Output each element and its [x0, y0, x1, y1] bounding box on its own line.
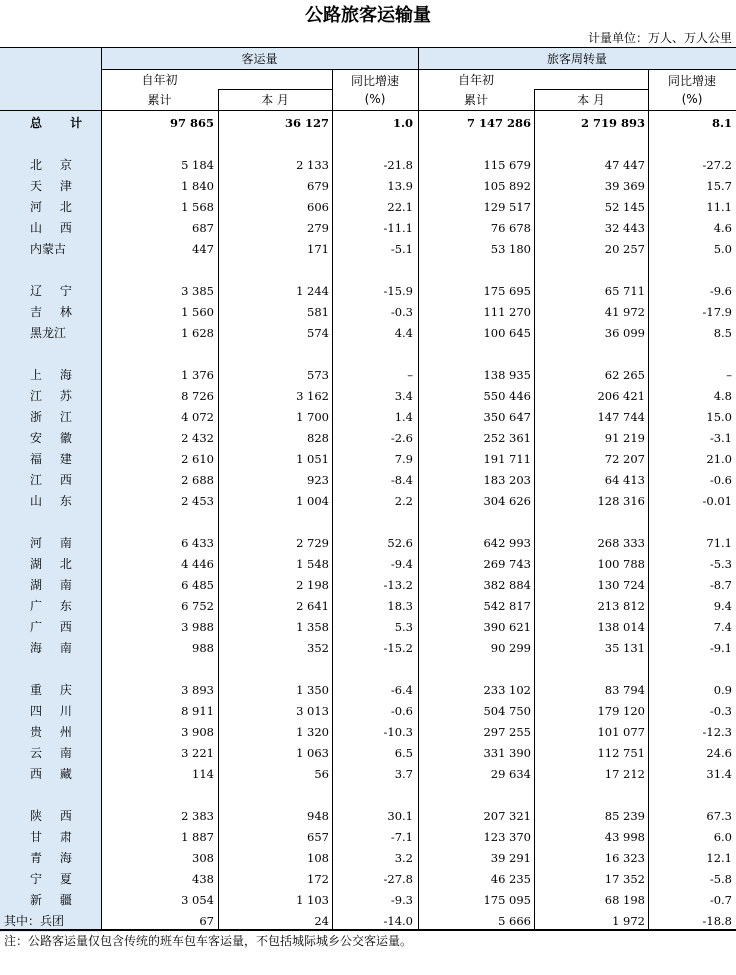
cell-value: 20 257: [604, 242, 645, 256]
cell-value: 76 678: [490, 221, 531, 235]
row-label: 其中：兵团: [0, 911, 101, 932]
table-row: [0, 281, 736, 302]
cell-value: 2 729: [296, 536, 329, 550]
table-row: [0, 575, 736, 596]
table-row: [0, 869, 736, 890]
cell-value: 71.1: [706, 536, 732, 550]
cell-value: 64 413: [604, 473, 645, 487]
cell-value: 550 446: [483, 389, 531, 403]
cell-value: 39 369: [604, 179, 645, 193]
table-row: [0, 365, 736, 386]
row-label: 甘 肃: [0, 827, 101, 848]
cell-value: 1 063: [296, 746, 329, 760]
cell-value: -0.01: [702, 494, 732, 508]
cell-value: 11.1: [706, 200, 732, 214]
footnote: 注：公路客运量仅包含传统的班车包车客运量，不包括城际城乡公交客运量。: [4, 934, 413, 948]
cell-value: 46 235: [490, 872, 531, 886]
table-row: [0, 386, 736, 407]
header-month-2: 本 月: [577, 93, 605, 107]
page-title: 公路旅客运输量: [305, 5, 431, 26]
cell-value: 8.5: [713, 326, 732, 340]
cell-value: 2 688: [181, 473, 214, 487]
header-yoy-top-2: 同比增速: [667, 74, 716, 88]
cell-value: 29 634: [490, 767, 531, 781]
cell-value: 115 679: [483, 158, 531, 172]
cell-value: 1 358: [296, 620, 329, 634]
cell-value: 1 700: [296, 410, 329, 424]
header-yoy-bottom-2: (%): [681, 92, 703, 106]
table-row: [0, 680, 736, 701]
table-row: [0, 428, 736, 449]
cell-value: -11.1: [383, 221, 413, 235]
cell-value: 6.5: [394, 746, 413, 760]
cell-value: 574: [307, 326, 329, 340]
table-row: [0, 323, 736, 344]
cell-value: 5 184: [181, 158, 214, 172]
cell-value: 175 095: [483, 893, 531, 907]
cell-value: 923: [307, 473, 329, 487]
cell-value: 3.7: [394, 767, 413, 781]
cell-value: 3 013: [296, 704, 329, 718]
cell-value: 606: [307, 200, 329, 214]
row-label: 云 南: [0, 743, 101, 764]
cell-value: -0.6: [390, 704, 413, 718]
cell-value: 1 972: [612, 914, 645, 928]
cell-value: 101 077: [597, 725, 645, 739]
cell-value: 24: [314, 914, 329, 928]
cell-value: 175 695: [483, 284, 531, 298]
cell-value: 1 350: [296, 683, 329, 697]
cell-value: 17 352: [604, 872, 645, 886]
cell-value: 5.0: [713, 242, 732, 256]
table-row: [0, 176, 736, 197]
cell-value: 213 812: [597, 599, 645, 613]
cell-value: -14.0: [383, 914, 413, 928]
header-divider: [418, 48, 419, 110]
row-label: 福 建: [0, 449, 101, 470]
cell-value: -9.4: [390, 557, 413, 571]
cell-value: 1 103: [296, 893, 329, 907]
cell-value: 56: [314, 767, 329, 781]
cell-value: 2 453: [181, 494, 214, 508]
table-row: [0, 533, 736, 554]
cell-value: 3 054: [181, 893, 214, 907]
cell-value: 36 099: [604, 326, 645, 340]
row-label: 贵 州: [0, 722, 101, 743]
cell-value: -0.6: [709, 473, 732, 487]
table-row: [0, 722, 736, 743]
cell-value: 1 560: [181, 305, 214, 319]
cell-value: 657: [307, 830, 329, 844]
cell-value: 111 270: [483, 305, 531, 319]
cell-value: 3 908: [181, 725, 214, 739]
cell-value: -15.9: [383, 284, 413, 298]
table-row: [0, 491, 736, 512]
row-label: 四 川: [0, 701, 101, 722]
cell-value: 8 726: [181, 389, 214, 403]
cell-value: 1 051: [296, 452, 329, 466]
cell-value: 0.9: [713, 683, 732, 697]
cell-value: –: [726, 368, 732, 382]
header-divider: [648, 69, 649, 110]
cell-value: 85 239: [604, 809, 645, 823]
cell-value: 17 212: [604, 767, 645, 781]
cell-value: 21.0: [706, 452, 732, 466]
cell-value: 331 390: [483, 746, 531, 760]
cell-value: 47 447: [604, 158, 645, 172]
cell-value: 5 666: [498, 914, 531, 928]
table-row: [0, 596, 736, 617]
cell-value: 6 433: [181, 536, 214, 550]
header-divider: [332, 69, 333, 110]
row-label: 北 京: [0, 155, 101, 176]
cell-value: -5.1: [390, 242, 413, 256]
cell-value: 206 421: [597, 389, 645, 403]
cell-value: -13.2: [383, 578, 413, 592]
cell-value: 1 320: [296, 725, 329, 739]
cell-value: 447: [192, 242, 214, 256]
cell-value: 114: [192, 767, 214, 781]
cell-value: 2.2: [394, 494, 413, 508]
table-row: [0, 806, 736, 827]
cell-value: 297 255: [483, 725, 531, 739]
cell-value: 15.0: [706, 410, 732, 424]
cell-value: 1.4: [394, 410, 413, 424]
cell-value: 542 817: [483, 599, 531, 613]
cell-value: 8.1: [711, 116, 732, 130]
cell-value: -3.1: [709, 431, 732, 445]
cell-value: 112 751: [597, 746, 645, 760]
cell-value: 105 892: [483, 179, 531, 193]
table-row: [0, 743, 736, 764]
cell-value: 5.3: [394, 620, 413, 634]
cell-value: -8.4: [390, 473, 413, 487]
cell-value: 67.3: [706, 809, 732, 823]
cell-value: 687: [192, 221, 214, 235]
cell-value: 36 127: [284, 116, 329, 130]
row-label: 海 南: [0, 638, 101, 659]
row-label: 江 苏: [0, 386, 101, 407]
cell-value: -21.8: [383, 158, 413, 172]
header-divider: [534, 89, 648, 90]
header-divider: [534, 89, 535, 110]
cell-value: -18.8: [702, 914, 732, 928]
cell-value: 90 299: [490, 641, 531, 655]
cell-value: 4.6: [713, 221, 732, 235]
cell-value: 183 203: [483, 473, 531, 487]
row-label: 安 徽: [0, 428, 101, 449]
header-divider: [218, 89, 219, 110]
header-month-1: 本 月: [261, 93, 289, 107]
cell-value: 65 711: [604, 284, 645, 298]
cell-value: 3 988: [181, 620, 214, 634]
cell-value: 4.8: [713, 389, 732, 403]
cell-value: 642 993: [483, 536, 531, 550]
cell-value: –: [407, 368, 413, 382]
cell-value: 41 972: [604, 305, 645, 319]
header-ytd-top-1: 自年初: [141, 73, 178, 87]
cell-value: -9.3: [390, 893, 413, 907]
cell-value: 1 244: [296, 284, 329, 298]
row-label: 湖 北: [0, 554, 101, 575]
cell-value: 13.9: [387, 179, 413, 193]
cell-value: 390 621: [483, 620, 531, 634]
table-row: [0, 407, 736, 428]
row-label: 浙 江: [0, 407, 101, 428]
cell-value: 581: [307, 305, 329, 319]
cell-value: 100 645: [483, 326, 531, 340]
cell-value: 91 219: [604, 431, 645, 445]
cell-value: -9.1: [709, 641, 732, 655]
cell-value: 2 719 893: [580, 116, 645, 130]
header-ytd-bottom-2: 累计: [463, 93, 488, 107]
cell-value: 2 432: [181, 431, 214, 445]
cell-value: 1 840: [181, 179, 214, 193]
cell-value: 4 072: [181, 410, 214, 424]
cell-value: 52.6: [387, 536, 413, 550]
cell-value: 39 291: [490, 851, 531, 865]
cell-value: 24.6: [706, 746, 732, 760]
row-label: 总 计: [0, 113, 101, 134]
cell-value: 130 724: [597, 578, 645, 592]
cell-value: 7.4: [713, 620, 732, 634]
table-row: [0, 890, 736, 911]
cell-value: 123 370: [483, 830, 531, 844]
cell-value: 171: [307, 242, 329, 256]
cell-value: 438: [192, 872, 214, 886]
row-label: 新 疆: [0, 890, 101, 911]
cell-value: 7.9: [394, 452, 413, 466]
header-group-passenger-volume: 客运量: [101, 48, 418, 70]
cell-value: 4.4: [394, 326, 413, 340]
cell-value: -6.4: [390, 683, 413, 697]
table-header: [0, 47, 736, 111]
cell-value: -2.6: [390, 431, 413, 445]
cell-value: 6.0: [713, 830, 732, 844]
cell-value: 352: [307, 641, 329, 655]
table-row: [0, 470, 736, 491]
cell-value: 138 014: [597, 620, 645, 634]
cell-value: 304 626: [483, 494, 531, 508]
cell-value: -5.8: [709, 872, 732, 886]
row-label: 黑龙江: [0, 323, 101, 344]
table-row: [0, 449, 736, 470]
row-label: 辽 宁: [0, 281, 101, 302]
cell-value: 97 865: [169, 116, 214, 130]
row-label: 山 东: [0, 491, 101, 512]
cell-value: 2 383: [181, 809, 214, 823]
cell-value: 53 180: [490, 242, 531, 256]
cell-value: -0.7: [709, 893, 732, 907]
header-divider: [101, 48, 102, 110]
cell-value: 43 998: [604, 830, 645, 844]
cell-value: 67: [199, 914, 214, 928]
cell-value: 1 376: [181, 368, 214, 382]
cell-value: 30.1: [387, 809, 413, 823]
row-label: 陕 西: [0, 806, 101, 827]
cell-value: 252 361: [483, 431, 531, 445]
cell-value: -10.3: [383, 725, 413, 739]
cell-value: 72 207: [604, 452, 645, 466]
table-row: [0, 197, 736, 218]
row-label: 广 西: [0, 617, 101, 638]
cell-value: 1 568: [181, 200, 214, 214]
row-label: 吉 林: [0, 302, 101, 323]
cell-value: 138 935: [483, 368, 531, 382]
header-group-passenger-turnover: 旅客周转量: [418, 48, 736, 70]
cell-value: 83 794: [604, 683, 645, 697]
cell-value: -15.2: [383, 641, 413, 655]
cell-value: 68 198: [604, 893, 645, 907]
cell-value: 1 628: [181, 326, 214, 340]
cell-value: 128 316: [597, 494, 645, 508]
cell-value: 3.2: [394, 851, 413, 865]
cell-value: -0.3: [709, 704, 732, 718]
cell-value: 3 385: [181, 284, 214, 298]
table-row: [0, 764, 736, 785]
cell-value: -8.7: [709, 578, 732, 592]
header-ytd-top-2: 自年初: [457, 73, 494, 87]
row-label: 广 东: [0, 596, 101, 617]
cell-value: 3 221: [181, 746, 214, 760]
table-row: [0, 554, 736, 575]
header-ytd-bottom-1: 累计: [147, 93, 172, 107]
header-yoy-top-1: 同比增速: [350, 74, 399, 88]
table-row: [0, 638, 736, 659]
cell-value: 179 120: [597, 704, 645, 718]
cell-value: 108: [307, 851, 329, 865]
row-label: 上 海: [0, 365, 101, 386]
cell-value: 207 321: [483, 809, 531, 823]
cell-value: 6 752: [181, 599, 214, 613]
row-label: 重 庆: [0, 680, 101, 701]
cell-value: 948: [307, 809, 329, 823]
table-bottom-border: [0, 929, 736, 931]
table-row: [0, 827, 736, 848]
cell-value: 22.1: [387, 200, 413, 214]
cell-value: 679: [307, 179, 329, 193]
cell-value: 268 333: [597, 536, 645, 550]
cell-value: 350 647: [483, 410, 531, 424]
cell-value: 3 893: [181, 683, 214, 697]
header-corner: [0, 48, 101, 110]
cell-value: 35 131: [604, 641, 645, 655]
row-label: 河 南: [0, 533, 101, 554]
cell-value: 100 788: [597, 557, 645, 571]
table-row: [0, 302, 736, 323]
cell-value: 31.4: [706, 767, 732, 781]
cell-value: 6 485: [181, 578, 214, 592]
cell-value: -12.3: [702, 725, 732, 739]
cell-value: 16 323: [604, 851, 645, 865]
table-row: [0, 848, 736, 869]
cell-value: 2 610: [181, 452, 214, 466]
cell-value: -5.3: [709, 557, 732, 571]
cell-value: 1 887: [181, 830, 214, 844]
row-label: 宁 夏: [0, 869, 101, 890]
cell-value: 8 911: [181, 704, 214, 718]
cell-value: 62 265: [604, 368, 645, 382]
row-label: 青 海: [0, 848, 101, 869]
cell-value: 2 133: [296, 158, 329, 172]
cell-value: -0.3: [390, 305, 413, 319]
cell-value: 382 884: [483, 578, 531, 592]
table-row: [0, 701, 736, 722]
cell-value: -7.1: [390, 830, 413, 844]
cell-value: 1 004: [296, 494, 329, 508]
cell-value: 172: [307, 872, 329, 886]
cell-value: 52 145: [604, 200, 645, 214]
cell-value: 129 517: [483, 200, 531, 214]
row-label: 西 藏: [0, 764, 101, 785]
cell-value: 9.4: [713, 599, 732, 613]
cell-value: -17.9: [702, 305, 732, 319]
table-row: [0, 113, 736, 134]
cell-value: 233 102: [483, 683, 531, 697]
cell-value: 573: [307, 368, 329, 382]
row-label: 湖 南: [0, 575, 101, 596]
cell-value: 7 147 286: [466, 116, 531, 130]
row-label: 河 北: [0, 197, 101, 218]
cell-value: 308: [192, 851, 214, 865]
cell-value: 828: [307, 431, 329, 445]
cell-value: 1 548: [296, 557, 329, 571]
cell-value: 18.3: [387, 599, 413, 613]
cell-value: 988: [192, 641, 214, 655]
cell-value: 4 446: [181, 557, 214, 571]
cell-value: 32 443: [604, 221, 645, 235]
cell-value: 12.1: [706, 851, 732, 865]
row-label: 山 西: [0, 218, 101, 239]
cell-value: 504 750: [483, 704, 531, 718]
header-divider: [218, 89, 332, 90]
cell-value: 3.4: [394, 389, 413, 403]
cell-value: 1.0: [392, 116, 413, 130]
cell-value: -27.2: [702, 158, 732, 172]
cell-value: 191 711: [483, 452, 531, 466]
cell-value: -27.8: [383, 872, 413, 886]
cell-value: 2 641: [296, 599, 329, 613]
row-label: 江 西: [0, 470, 101, 491]
cell-value: 269 743: [483, 557, 531, 571]
row-label: 天 津: [0, 176, 101, 197]
cell-value: 279: [307, 221, 329, 235]
unit-note: 计量单位：万人、万人公里: [587, 31, 732, 45]
row-label: 内蒙古: [0, 239, 101, 260]
cell-value: 2 198: [296, 578, 329, 592]
cell-value: 3 162: [296, 389, 329, 403]
table-row: [0, 617, 736, 638]
header-yoy-bottom-1: (%): [364, 92, 386, 106]
cell-value: -9.6: [709, 284, 732, 298]
cell-value: 147 744: [597, 410, 645, 424]
table-row: [0, 218, 736, 239]
cell-value: 15.7: [706, 179, 732, 193]
table-row: [0, 239, 736, 260]
table-row: [0, 155, 736, 176]
